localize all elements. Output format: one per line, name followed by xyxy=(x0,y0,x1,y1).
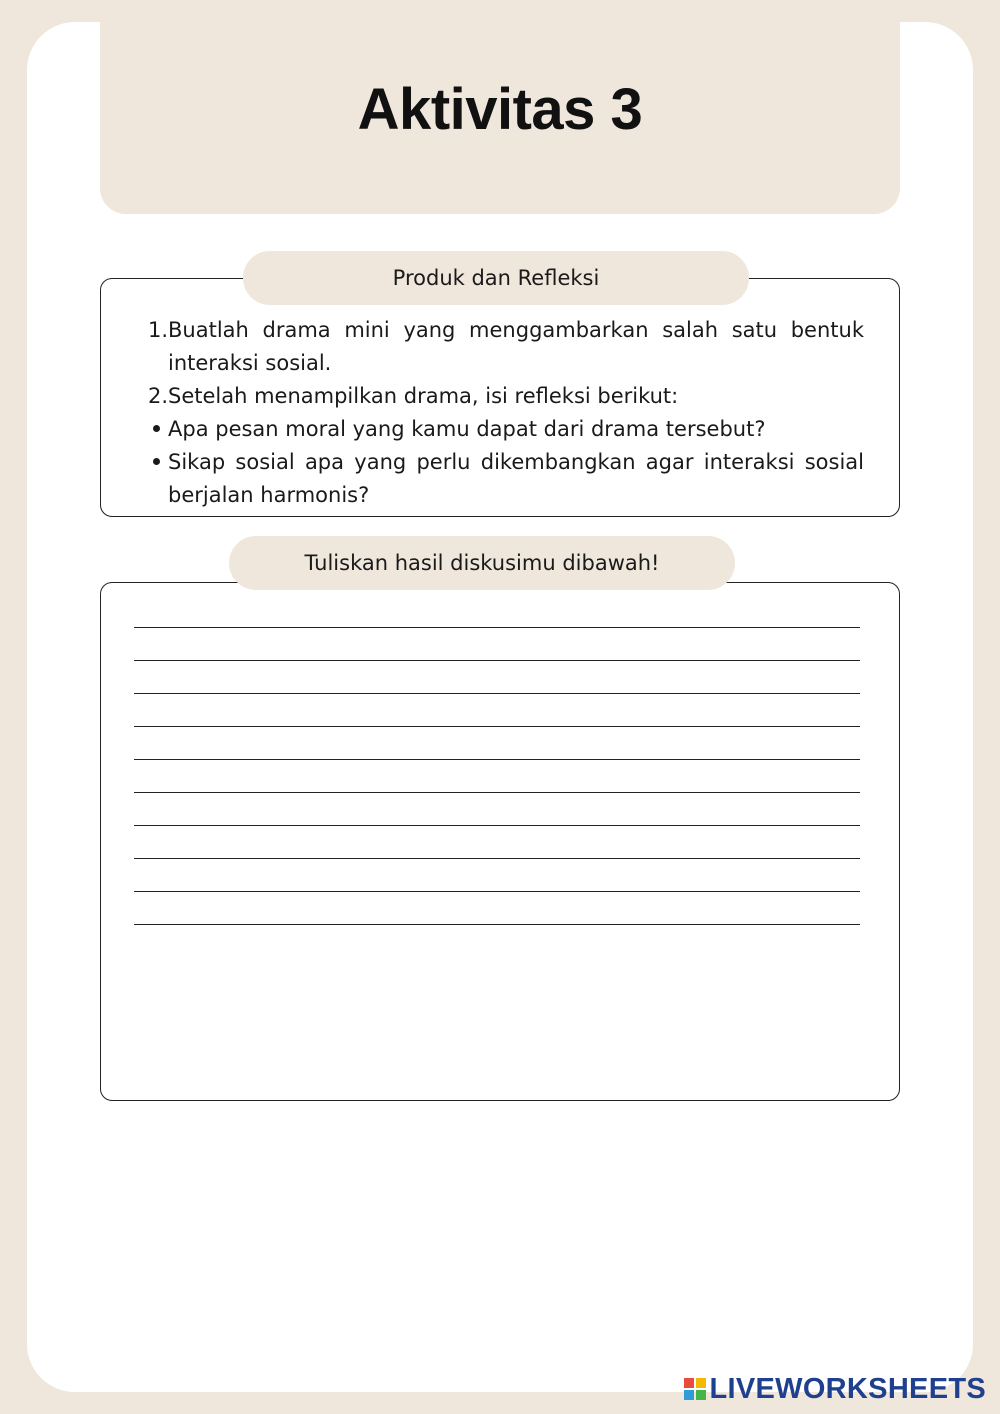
list-item xyxy=(144,314,864,380)
bullet-item xyxy=(144,446,864,512)
list-number: 1. xyxy=(147,318,168,342)
section-heading-tuliskan: Tuliskan hasil diskusimu dibawah! xyxy=(229,536,735,590)
bullet-icon xyxy=(144,413,168,446)
answer-line[interactable] xyxy=(134,858,860,859)
liveworksheets-logo-icon xyxy=(684,1378,706,1400)
header-banner xyxy=(100,0,900,214)
bullet-item-text: Sikap sosial apa yang perlu dikembangkan agar interaksi sosial berjalan harmonis? xyxy=(168,450,864,507)
answer-line[interactable] xyxy=(134,891,860,892)
list-item xyxy=(144,380,864,413)
page-title: Aktivitas 3 xyxy=(357,77,643,142)
bullet-item xyxy=(144,413,864,446)
liveworksheets-logo[interactable] xyxy=(684,1372,987,1406)
answer-line[interactable] xyxy=(134,693,860,694)
list-number: 2. xyxy=(147,384,168,408)
answer-line[interactable] xyxy=(134,792,860,793)
answer-line[interactable] xyxy=(134,924,860,925)
bullet-icon xyxy=(144,446,168,512)
answer-line[interactable] xyxy=(134,726,860,727)
answer-line[interactable] xyxy=(134,759,860,760)
section-heading-produk-refleksi: Produk dan Refleksi xyxy=(243,251,749,305)
list-item-text: Buatlah drama mini yang menggambarkan salah satu bentuk interaksi sosial. xyxy=(168,318,864,375)
bullet-item-text: Apa pesan moral yang kamu dapat dari drama tersebut? xyxy=(168,417,766,441)
answer-line[interactable] xyxy=(134,627,860,628)
logo-text: LIVEWORKSHEETS xyxy=(709,1372,986,1405)
list-item-text: Setelah menampilkan drama, isi refleksi berikut: xyxy=(168,384,679,408)
answer-line[interactable] xyxy=(134,825,860,826)
instructions-content xyxy=(144,314,864,512)
answer-line[interactable] xyxy=(134,660,860,661)
